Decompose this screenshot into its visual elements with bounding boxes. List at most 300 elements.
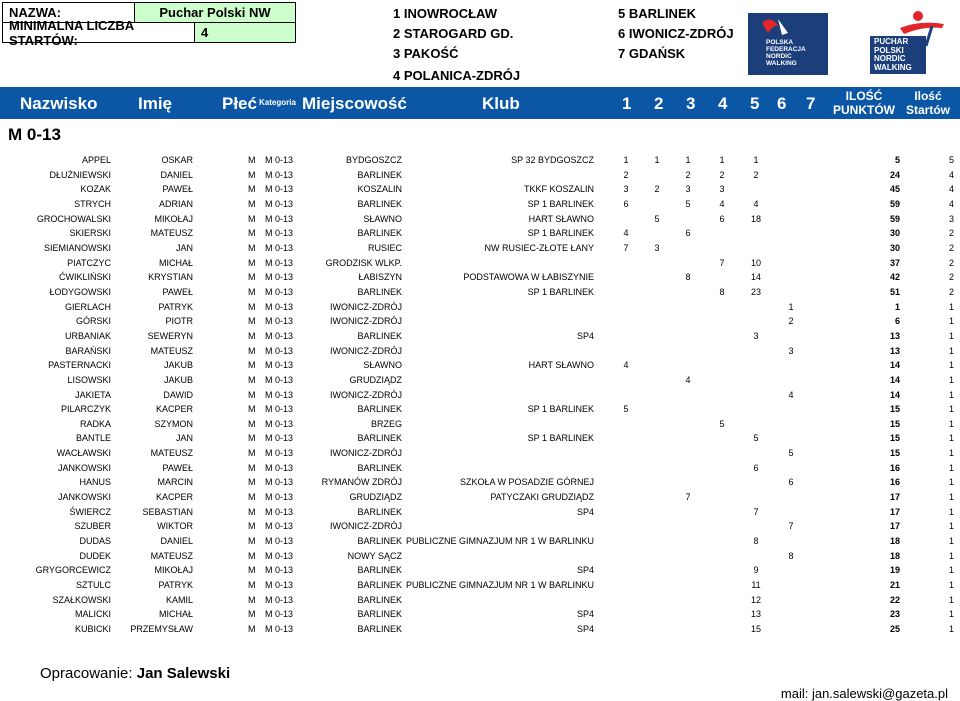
cell-kategoria: M 0-13 — [265, 594, 294, 605]
cell-starty: 2 — [948, 257, 954, 268]
cell-starty: 1 — [948, 536, 954, 547]
location-1: 1 INOWROCŁAW — [393, 6, 497, 21]
table-row — [0, 475, 960, 490]
cell-starty: 1 — [948, 580, 954, 591]
cell-round-4: 3 — [719, 184, 725, 195]
cell-starty: 1 — [948, 374, 954, 385]
cell-plec: M — [248, 550, 256, 561]
cell-imie: JAKUB — [163, 374, 193, 385]
cell-punkty: 6 — [894, 316, 900, 327]
cell-starty: 1 — [948, 492, 954, 503]
table-row — [0, 226, 960, 241]
cell-miejscowosc: BARLINEK — [357, 580, 402, 591]
cell-round-1: 4 — [623, 360, 629, 371]
cell-imie: MICHAŁ — [158, 257, 193, 268]
location-6: 6 IWONICZ-ZDRÓJ — [618, 26, 734, 41]
table-row — [0, 431, 960, 446]
cell-starty: 2 — [948, 272, 954, 283]
cell-round-2: 3 — [654, 242, 660, 253]
cell-punkty: 25 — [889, 624, 900, 634]
cell-starty: 3 — [948, 213, 954, 224]
cell-imie: PAWEŁ — [162, 462, 193, 473]
cell-plec: M — [248, 316, 256, 327]
cell-nazwisko: SIEMIANOWSKI — [43, 242, 111, 253]
cell-klub: SP4 — [576, 506, 594, 517]
cell-round-1: 5 — [623, 404, 629, 415]
cell-kategoria: M 0-13 — [265, 477, 294, 488]
cell-imie: SEWERYN — [147, 330, 193, 341]
cell-kategoria: M 0-13 — [265, 506, 294, 517]
cell-nazwisko: WACŁAWSKI — [56, 448, 111, 459]
cell-kategoria: M 0-13 — [265, 316, 294, 327]
col-r1: 1 — [622, 94, 632, 113]
location-4: 4 POLANICA-ZDRÓJ — [393, 68, 521, 83]
cell-kategoria: M 0-13 — [265, 404, 294, 415]
cell-round-5: 1 — [753, 155, 759, 165]
cell-miejscowosc: BARLINEK — [357, 462, 402, 473]
cell-miejscowosc: RUSIEC — [367, 242, 402, 253]
cell-round-4: 8 — [719, 286, 725, 297]
cell-round-5: 13 — [750, 609, 761, 620]
cell-miejscowosc: ŁABISZYN — [358, 272, 402, 283]
cell-punkty: 59 — [889, 213, 900, 224]
table-row — [0, 358, 960, 373]
cell-klub: NW RUSIEC-ZŁOTE ŁANY — [484, 242, 594, 253]
cell-kategoria: M 0-13 — [265, 286, 294, 297]
cell-nazwisko: PASTERNACKI — [48, 360, 111, 371]
cell-punkty: 15 — [889, 448, 900, 459]
cell-klub: PODSTAWOWA W ŁABISZYNIE — [463, 272, 594, 283]
cell-plec: M — [248, 462, 256, 473]
cell-kategoria: M 0-13 — [265, 433, 294, 444]
cell-imie: MATEUSZ — [150, 550, 193, 561]
cell-imie: MATEUSZ — [150, 228, 193, 239]
cell-punkty: 37 — [889, 257, 900, 268]
cell-miejscowosc: BYDGOSZCZ — [345, 155, 402, 165]
cell-round-2: 5 — [654, 213, 660, 224]
author-email: mail: jan.salewski@gazeta.pl — [780, 686, 948, 701]
col-kategoria: Kategoria — [259, 98, 296, 107]
cell-nazwisko: BANTLE — [75, 433, 111, 444]
cell-punkty: 15 — [889, 418, 900, 429]
cell-imie: KACPER — [155, 404, 193, 415]
col-ilosc-punktow: ILOŚĆ PUNKTÓW — [833, 89, 895, 117]
cell-punkty: 19 — [889, 565, 900, 576]
cell-punkty: 15 — [889, 433, 900, 444]
table-row — [0, 270, 960, 285]
cell-starty: 1 — [948, 433, 954, 444]
cell-plec: M — [248, 565, 256, 576]
cell-starty: 2 — [948, 242, 954, 253]
cell-imie: WIKTOR — [157, 521, 193, 532]
cell-starty: 1 — [948, 624, 954, 634]
cell-punkty: 16 — [889, 477, 900, 488]
cell-round-1: 7 — [623, 242, 629, 253]
location-2: 2 STAROGARD GD. — [393, 26, 514, 41]
table-row — [0, 578, 960, 593]
table-header — [0, 87, 960, 119]
cell-round-4: 1 — [719, 155, 725, 165]
cell-nazwisko: SZAŁKOWSKI — [52, 594, 111, 605]
cell-starty: 1 — [948, 418, 954, 429]
cell-punkty: 15 — [889, 404, 900, 415]
cell-nazwisko: JAKIETA — [75, 389, 111, 400]
cell-round-6: 5 — [788, 448, 794, 459]
cell-punkty: 30 — [889, 242, 900, 253]
name-value: Puchar Polski NW — [134, 2, 296, 23]
cell-starty: 1 — [948, 477, 954, 488]
puchar-text: PUCHAR POLSKI NORDIC WALKING — [874, 37, 912, 72]
cell-round-3: 7 — [685, 492, 691, 503]
cell-round-4: 2 — [719, 169, 725, 180]
cell-nazwisko: DUDEK — [79, 550, 111, 561]
cell-round-3: 6 — [685, 228, 691, 239]
cell-round-4: 5 — [719, 418, 725, 429]
table-row — [0, 549, 960, 564]
cell-imie: DAWID — [163, 389, 193, 400]
table-row — [0, 373, 960, 388]
cell-punkty: 13 — [889, 330, 900, 341]
cell-round-3: 4 — [685, 374, 691, 385]
cell-round-1: 3 — [623, 184, 629, 195]
pfnw-text: POLSKA FEDERACJA NORDIC WALKING — [766, 39, 806, 67]
cell-round-4: 4 — [719, 198, 725, 209]
cell-round-1: 6 — [623, 198, 629, 209]
cell-plec: M — [248, 609, 256, 620]
results-table — [0, 153, 960, 637]
cell-miejscowosc: SŁAWNO — [363, 213, 402, 224]
cell-nazwisko: GROCHOWALSKI — [36, 213, 111, 224]
cell-klub: PATYCZAKI GRUDZIĄDZ — [490, 492, 594, 503]
table-row — [0, 622, 960, 637]
cell-miejscowosc: RYMANÓW ZDRÓJ — [321, 477, 402, 488]
cell-plec: M — [248, 360, 256, 371]
table-row — [0, 534, 960, 549]
cell-kategoria: M 0-13 — [265, 228, 294, 239]
table-row — [0, 300, 960, 315]
cell-miejscowosc: IWONICZ-ZDRÓJ — [330, 301, 402, 312]
col-r6: 6 — [777, 94, 787, 113]
cell-plec: M — [248, 345, 256, 356]
cell-starty: 1 — [948, 360, 954, 371]
cell-kategoria: M 0-13 — [265, 418, 294, 429]
cell-imie: MARCIN — [157, 477, 193, 488]
table-row — [0, 417, 960, 432]
cell-kategoria: M 0-13 — [265, 360, 294, 371]
cell-punkty: 17 — [889, 521, 900, 532]
cell-nazwisko: SKIERSKI — [69, 228, 111, 239]
cell-imie: KACPER — [155, 492, 193, 503]
cell-kategoria: M 0-13 — [265, 213, 294, 224]
cell-starty: 4 — [948, 198, 954, 209]
cell-round-5: 11 — [751, 580, 761, 591]
cell-round-5: 8 — [753, 536, 759, 547]
cell-kategoria: M 0-13 — [265, 301, 294, 312]
cell-nazwisko: ĆWIKLIŃSKI — [58, 272, 111, 283]
cell-round-5: 12 — [750, 594, 761, 605]
cell-kategoria: M 0-13 — [265, 272, 294, 283]
cell-punkty: 51 — [889, 286, 900, 297]
cell-round-6: 2 — [788, 316, 794, 327]
cell-nazwisko: SZTULC — [75, 580, 111, 591]
cell-punkty: 24 — [889, 169, 900, 180]
cell-round-3: 1 — [685, 155, 691, 165]
table-row — [0, 197, 960, 212]
cell-plec: M — [248, 330, 256, 341]
cell-kategoria: M 0-13 — [265, 389, 294, 400]
cell-plec: M — [248, 506, 256, 517]
cell-round-1: 4 — [623, 228, 629, 239]
cell-nazwisko: PILARCZYK — [60, 404, 111, 415]
cell-nazwisko: ŁODYGOWSKI — [49, 286, 111, 297]
cell-miejscowosc: GRUDZIĄDZ — [349, 492, 402, 503]
cell-nazwisko: BARAŃSKI — [65, 345, 111, 356]
cell-miejscowosc: BARLINEK — [357, 228, 402, 239]
cell-punkty: 59 — [889, 198, 900, 209]
cell-imie: ADRIAN — [158, 198, 193, 209]
cell-miejscowosc: BRZEG — [370, 418, 402, 429]
cell-round-5: 5 — [753, 433, 759, 444]
cell-klub: SP4 — [576, 565, 594, 576]
cell-punkty: 42 — [889, 272, 900, 283]
cell-imie: PAWEŁ — [162, 286, 193, 297]
cell-plec: M — [248, 580, 256, 591]
cell-imie: PIOTR — [165, 316, 193, 327]
cell-nazwisko: URBANIAK — [64, 330, 111, 341]
cell-punkty: 22 — [889, 594, 900, 605]
cell-plec: M — [248, 433, 256, 444]
cell-imie: MIKOŁAJ — [154, 213, 193, 224]
cell-punkty: 17 — [889, 506, 900, 517]
cell-nazwisko: STRYCH — [74, 198, 111, 209]
cell-imie: KRYSTIAN — [148, 272, 193, 283]
table-row — [0, 388, 960, 403]
cell-miejscowosc: BARLINEK — [357, 433, 402, 444]
cell-punkty: 13 — [889, 345, 900, 356]
cell-imie: MIKOŁAJ — [154, 565, 193, 576]
table-row — [0, 505, 960, 520]
cell-miejscowosc: GRODZISK WLKP. — [325, 257, 402, 268]
table-row — [0, 402, 960, 417]
cell-klub: TKKF KOSZALIN — [523, 184, 594, 195]
cell-plec: M — [248, 624, 256, 634]
cell-klub: HART SŁAWNO — [528, 213, 594, 224]
cell-round-1: 2 — [623, 169, 629, 180]
cell-round-5: 14 — [750, 272, 761, 283]
cell-kategoria: M 0-13 — [265, 257, 294, 268]
cell-imie: DANIEL — [160, 169, 193, 180]
cell-miejscowosc: IWONICZ-ZDRÓJ — [330, 345, 402, 356]
cell-starty: 1 — [948, 462, 954, 473]
col-r4: 4 — [718, 94, 728, 113]
cell-kategoria: M 0-13 — [265, 345, 294, 356]
cell-miejscowosc: BARLINEK — [357, 506, 402, 517]
cell-kategoria: M 0-13 — [265, 155, 294, 165]
cell-starty: 1 — [948, 506, 954, 517]
cell-nazwisko: PIATCZYC — [67, 257, 111, 268]
cell-nazwisko: GIERLACH — [64, 301, 111, 312]
cell-round-3: 2 — [685, 169, 691, 180]
cell-nazwisko: JANKOWSKI — [57, 492, 111, 503]
table-row — [0, 490, 960, 505]
cell-plec: M — [248, 184, 256, 195]
table-row — [0, 153, 960, 168]
cell-miejscowosc: BARLINEK — [357, 624, 402, 634]
cell-round-4: 7 — [719, 257, 725, 268]
cell-round-2: 1 — [654, 155, 660, 165]
cell-round-2: 2 — [654, 184, 660, 195]
cell-plec: M — [248, 374, 256, 385]
cell-kategoria: M 0-13 — [265, 198, 294, 209]
puchar-logo — [860, 6, 950, 78]
cell-miejscowosc: BARLINEK — [357, 286, 402, 297]
cell-starty: 4 — [948, 169, 954, 180]
cell-miejscowosc: IWONICZ-ZDRÓJ — [330, 389, 402, 400]
cell-nazwisko: MALICKI — [74, 609, 111, 620]
cell-plec: M — [248, 169, 256, 180]
cell-starty: 1 — [948, 594, 954, 605]
cell-miejscowosc: KOSZALIN — [357, 184, 402, 195]
cell-round-3: 8 — [685, 272, 691, 283]
table-row — [0, 241, 960, 256]
table-row — [0, 168, 960, 183]
cell-imie: DANIEL — [160, 536, 193, 547]
cell-imie: MATEUSZ — [150, 448, 193, 459]
cell-klub: SP 1 BARLINEK — [527, 198, 594, 209]
cell-plec: M — [248, 418, 256, 429]
cell-plec: M — [248, 521, 256, 532]
cell-kategoria: M 0-13 — [265, 242, 294, 253]
cell-plec: M — [248, 389, 256, 400]
cell-punkty: 21 — [889, 580, 900, 591]
cell-nazwisko: LISOWSKI — [67, 374, 111, 385]
cell-imie: PATRYK — [158, 580, 193, 591]
min-starts-value: 4 — [194, 22, 296, 43]
table-row — [0, 461, 960, 476]
cell-klub: SP 1 BARLINEK — [527, 404, 594, 415]
cell-round-6: 1 — [788, 301, 794, 312]
cell-imie: PRZEMYSŁAW — [130, 624, 193, 634]
cell-plec: M — [248, 228, 256, 239]
cell-round-5: 3 — [753, 330, 759, 341]
cell-miejscowosc: GRUDZIĄDZ — [349, 374, 402, 385]
cell-round-5: 2 — [753, 169, 759, 180]
col-plec: Płeć — [222, 94, 257, 113]
cell-round-5: 9 — [753, 565, 759, 576]
cell-kategoria: M 0-13 — [265, 521, 294, 532]
cell-nazwisko: SZUBER — [74, 521, 111, 532]
table-row — [0, 519, 960, 534]
cell-imie: PATRYK — [158, 301, 193, 312]
col-r5: 5 — [750, 94, 760, 113]
cell-plec: M — [248, 272, 256, 283]
cell-punkty: 1 — [894, 301, 900, 312]
col-ilosc-startow: Ilość Startów — [905, 89, 950, 117]
cell-nazwisko: APPEL — [81, 155, 111, 165]
cell-plec: M — [248, 594, 256, 605]
cell-punkty: 30 — [889, 228, 900, 239]
cell-plec: M — [248, 301, 256, 312]
cell-miejscowosc: BARLINEK — [357, 609, 402, 620]
cell-nazwisko: GRYGORCEWICZ — [35, 565, 111, 576]
cell-miejscowosc: BARLINEK — [357, 404, 402, 415]
cell-round-1: 1 — [623, 155, 629, 165]
cell-nazwisko: JANKOWSKI — [57, 462, 111, 473]
table-row — [0, 285, 960, 300]
cell-punkty: 5 — [894, 155, 900, 165]
cell-miejscowosc: IWONICZ-ZDRÓJ — [330, 448, 402, 459]
cell-miejscowosc: BARLINEK — [357, 594, 402, 605]
cell-klub: SZKOŁA W POSADZIE GÓRNEJ — [459, 477, 594, 488]
cell-punkty: 14 — [889, 360, 900, 371]
location-3: 3 PAKOŚĆ — [393, 46, 459, 61]
table-row — [0, 182, 960, 197]
cell-plec: M — [248, 213, 256, 224]
category-title: M 0-13 — [8, 125, 61, 144]
cell-starty: 1 — [948, 448, 954, 459]
cell-imie: KAMIL — [165, 594, 193, 605]
col-nazwisko: Nazwisko — [20, 94, 98, 113]
col-r3: 3 — [686, 94, 696, 113]
cell-kategoria: M 0-13 — [265, 536, 294, 547]
cell-round-4: 6 — [719, 213, 725, 224]
author-line: Opracowanie: Jan Salewski — [40, 665, 231, 682]
cell-nazwisko: KOZAK — [80, 184, 111, 195]
cell-klub: SP 1 BARLINEK — [527, 286, 594, 297]
cell-round-6: 8 — [788, 550, 794, 561]
cell-plec: M — [248, 477, 256, 488]
cell-starty: 1 — [948, 301, 954, 312]
cell-miejscowosc: IWONICZ-ZDRÓJ — [330, 316, 402, 327]
cell-round-5: 15 — [750, 624, 761, 634]
cell-miejscowosc: IWONICZ-ZDRÓJ — [330, 521, 402, 532]
name-label: NAZWA: — [2, 2, 142, 23]
cell-nazwisko: DŁUŻNIEWSKI — [49, 169, 111, 180]
cell-plec: M — [248, 536, 256, 547]
table-row — [0, 314, 960, 329]
cell-round-5: 10 — [750, 257, 761, 268]
cell-klub: SP4 — [576, 609, 594, 620]
cell-kategoria: M 0-13 — [265, 448, 294, 459]
cell-starty: 1 — [948, 521, 954, 532]
cell-round-6: 4 — [788, 389, 794, 400]
cell-round-6: 6 — [788, 477, 794, 488]
cell-plec: M — [248, 492, 256, 503]
col-miejscowosc: Miejscowość — [302, 94, 407, 113]
cell-plec: M — [248, 242, 256, 253]
cell-imie: JAN — [175, 242, 193, 253]
cell-miejscowosc: SŁAWNO — [363, 360, 402, 371]
cell-kategoria: M 0-13 — [265, 609, 294, 620]
cell-kategoria: M 0-13 — [265, 624, 294, 634]
col-imie: Imię — [138, 94, 173, 113]
cell-round-6: 7 — [788, 521, 794, 532]
cell-imie: MICHAŁ — [158, 609, 193, 620]
cell-nazwisko: RADKA — [79, 418, 111, 429]
col-r2: 2 — [654, 94, 664, 113]
cell-nazwisko: DUDAS — [79, 536, 111, 547]
cell-nazwisko: ŚWIERCZ — [69, 506, 111, 517]
cell-round-3: 3 — [685, 184, 691, 195]
cell-klub: SP4 — [576, 624, 594, 634]
cell-round-5: 6 — [753, 462, 759, 473]
cell-kategoria: M 0-13 — [265, 330, 294, 341]
cell-kategoria: M 0-13 — [265, 169, 294, 180]
cell-starty: 2 — [948, 286, 954, 297]
cell-starty: 4 — [948, 184, 954, 195]
cell-starty: 2 — [948, 228, 954, 239]
cell-plec: M — [248, 198, 256, 209]
